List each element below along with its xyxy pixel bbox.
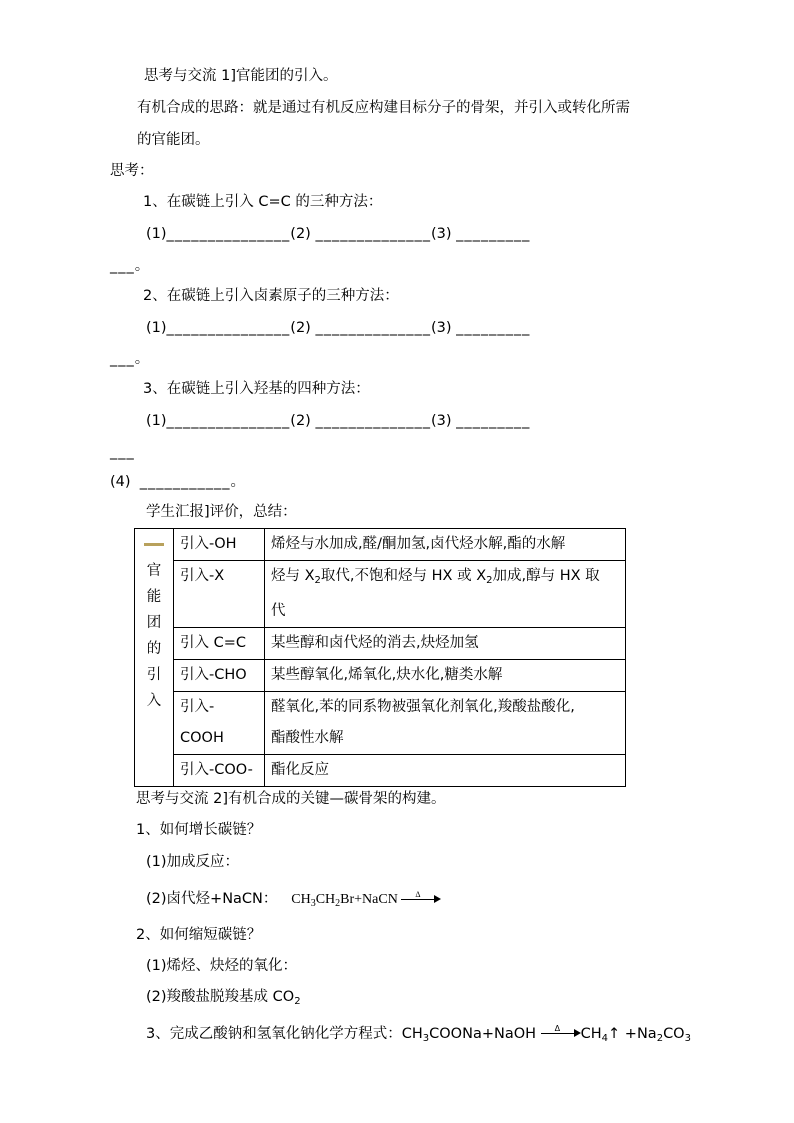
answer-blank[interactable]: _______________ [166, 413, 291, 429]
alkene-oxidation: (1)烯烃、炔烃的氧化： [146, 958, 298, 974]
blank-label-2: (2) [290, 226, 311, 242]
subscript: 2 [294, 996, 301, 1007]
question-2-blanks [146, 318, 530, 338]
equation-text: ↑ +Na [608, 1026, 657, 1042]
addition-reaction: (1)加成反应： [146, 854, 240, 870]
desc-part: 取代,不饱和烃与 HX 或 X [320, 568, 487, 584]
table-cell-desc [265, 561, 626, 628]
summary-intro: 学生汇报]评价，总结： [146, 504, 297, 520]
section1-title: 思考与交流 1]官能团的引入。 [144, 68, 338, 84]
vertical-char: 团 [146, 615, 162, 631]
blank-label-1: (1) [146, 413, 167, 429]
reaction-formula [291, 889, 441, 909]
table-cell-desc: 酯化反应 [265, 755, 626, 787]
table-cell-name: 引入-COO- [174, 755, 265, 787]
subscript: 4 [601, 1033, 609, 1044]
answer-blank[interactable]: ______________ [315, 320, 431, 336]
blank-label-2: (2) [290, 413, 311, 429]
functional-group-table [134, 528, 626, 787]
equation-text: COONa+NaOH [429, 1026, 537, 1042]
decorative-dash [144, 543, 164, 546]
table-cell-name: 引入-X [174, 561, 265, 628]
vertical-char: 官 [146, 563, 162, 579]
answer-blank[interactable]: _________ [456, 226, 531, 242]
table-cell-name: 引入-CHO [174, 660, 265, 692]
desc-part: 加成,醇与 HX 取 [492, 568, 600, 584]
blank-label-1: (1) [146, 320, 167, 336]
answer-blank[interactable]: _________ [456, 413, 531, 429]
answer-blank[interactable]: ___ [110, 444, 135, 460]
question-3-blank-tail [110, 442, 135, 462]
subscript: 3 [684, 1033, 691, 1044]
table-cell-desc: 某些醇氧化,烯氧化,炔水化,糖类水解 [265, 660, 626, 692]
question-3-blank-4 [110, 472, 246, 492]
answer-blank[interactable]: ___。 [110, 351, 151, 367]
question-1: 1、在碳链上引入 C=C 的三种方法： [143, 194, 383, 210]
equation-text: 3、完成乙酸钠和氢氧化钠化学方程式：CH [146, 1026, 423, 1042]
desc-part: 醛氧化,苯的同系物被强氧化剂氧化,羧酸盐酸化, [271, 699, 575, 715]
synthesis-idea-line1: 有机合成的思路：就是通过有机反应构建目标分子的骨架，并引入或转化所需 [137, 100, 630, 116]
decarboxylation [146, 987, 301, 1012]
haloalkane-nacn [146, 889, 441, 914]
subscript: 2 [486, 575, 493, 586]
table-cell-desc [265, 692, 626, 755]
vertical-char: 能 [146, 589, 162, 605]
reaction-arrow-icon [541, 1024, 581, 1040]
subscript: 3 [422, 1033, 430, 1044]
blank-label-4: (4) [110, 474, 131, 490]
vertical-char: 入 [146, 693, 162, 709]
reaction-arrow-icon [401, 889, 441, 906]
section2-title: 思考与交流 2]有机合成的关键—碳骨架的构建。 [136, 791, 446, 807]
question-2-blank-tail [110, 349, 150, 369]
answer-blank[interactable]: ___________。 [139, 474, 247, 490]
question-1-blanks [146, 224, 530, 244]
answer-blank[interactable]: ______________ [315, 413, 431, 429]
decarboxylation-text: (2)羧酸盐脱羧基成 CO [146, 989, 295, 1005]
question-3-blanks [146, 411, 530, 431]
synthesis-idea-line2: 的官能团。 [137, 132, 210, 148]
equation-text: CO [663, 1026, 685, 1042]
table-vertical-header [135, 529, 174, 787]
blank-label-1: (1) [146, 226, 167, 242]
question-3: 3、在碳链上引入羟基的四种方法： [143, 381, 370, 397]
vertical-char: 的 [146, 641, 162, 657]
subscript: 3 [310, 898, 316, 909]
table-cell-desc: 烯烃与水加成,醛/酮加氢,卤代烃水解,酯的水解 [265, 529, 626, 561]
vertical-char: 引 [146, 667, 162, 683]
heat-symbol: Δ [415, 889, 421, 899]
formula-part: CH [291, 892, 311, 907]
desc-part: 代 [271, 603, 286, 619]
question-2: 2、在碳链上引入卤素原子的三种方法： [143, 288, 399, 304]
think-label: 思考： [110, 163, 154, 179]
question-1-blank-tail [110, 256, 150, 276]
heat-symbol: Δ [554, 1024, 561, 1033]
question-shorten-chain: 2、如何缩短碳链？ [136, 927, 262, 943]
blank-label-3: (3) [430, 320, 452, 336]
table-cell-name: 引入-COOH [174, 692, 265, 755]
sodium-acetate-equation [146, 1024, 691, 1049]
blank-label-3: (3) [430, 413, 452, 429]
equation-text: CH [580, 1026, 602, 1042]
answer-blank[interactable]: _______________ [166, 226, 291, 242]
blank-label-3: (3) [430, 226, 452, 242]
formula-part: Br+NaCN [340, 892, 398, 907]
blank-label-2: (2) [290, 320, 311, 336]
answer-blank[interactable]: ___。 [110, 258, 151, 274]
table-cell-name: 引入-OH [174, 529, 265, 561]
subscript: 2 [656, 1033, 664, 1044]
reaction-label: (2)卤代烃+NaCN： [146, 891, 278, 907]
answer-blank[interactable]: _______________ [166, 320, 291, 336]
subscript: 2 [335, 898, 341, 909]
desc-part: 酯酸性水解 [271, 730, 344, 746]
subscript: 2 [314, 575, 321, 586]
formula-part: CH [315, 892, 336, 907]
desc-part: 烃与 X [271, 568, 315, 584]
table-cell-desc: 某些醇和卤代烃的消去,炔烃加氢 [265, 628, 626, 660]
question-lengthen-chain: 1、如何增长碳链？ [136, 822, 262, 838]
answer-blank[interactable]: ______________ [315, 226, 431, 242]
table-cell-name: 引入 C=C [174, 628, 265, 660]
answer-blank[interactable]: _________ [456, 320, 531, 336]
